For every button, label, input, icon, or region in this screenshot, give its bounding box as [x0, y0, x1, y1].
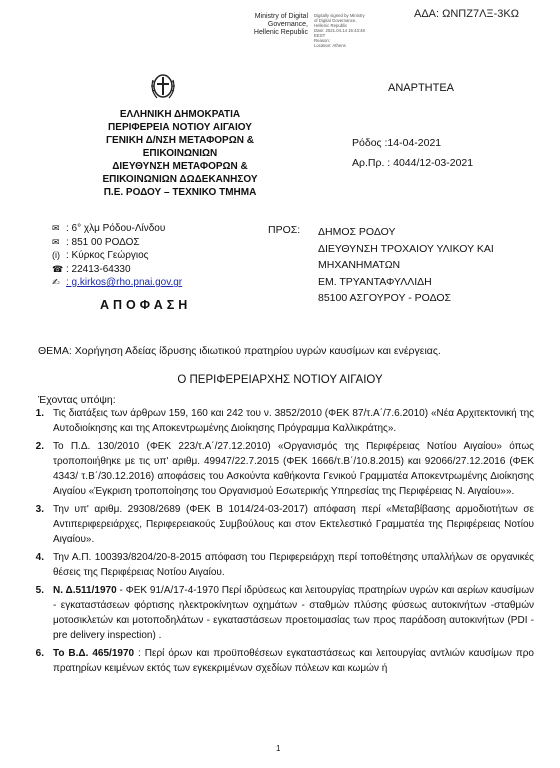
email-icon: ✍ [52, 277, 60, 287]
phone-icon: ☎ [52, 263, 64, 274]
contact-person: (i) : Κύρκος Γεώργιος [52, 250, 149, 261]
decision-title: ΑΠΟΦΑΣΗ [100, 298, 192, 312]
document-date: Ρόδος :14-04-2021 [352, 137, 442, 149]
digital-signature [226, 13, 404, 48]
ada-code: ΑΔΑ: ΩΝΠΖ7ΛΞ-3ΚΩ [414, 8, 519, 20]
list-item: 2. Το Π.Δ. 130/2010 (ΦΕΚ 223/τ.Α΄/27.12.2010) «Οργανισμός της Περιφέρειας Νοτίου Αιγαίου» όπως τροποποιήθηκε με τις υπ' αριθμ. 49947/22.7.2015 (ΦΕΚ 1666/τ.Β΄/10.8.2015) και 92066/27.12.2016 (ΦΕΚ 4343/ τ.Β΄/30.12.2016) αποφάσεις του Ασκούντα καθήκοντα Γενικού Γραμματέα Αποκεντρωμένης Διοίκησης Αιγαίου «Έγκριση τροποποίησης του Οργανισμού Εσωτερικής Υπηρεσίας της Περιφέρειας Ν. Αιγαίου»». [35, 441, 534, 497]
email-link[interactable]: : g.kirkos@rho.pnai.gov.gr [66, 277, 183, 288]
contact-address: ✉ : 6° χλμ Ρόδου-Λίνδου [52, 223, 166, 234]
recipient-label: ΠΡΟΣ: [268, 224, 301, 236]
contact-details [52, 222, 182, 290]
signature-org: Ministry of Digital Governance, Hellenic Republic [253, 13, 308, 36]
regional-governor-heading: Ο ΠΕΡΙΦΕΡΕΙΑΡΧΗΣ ΝΟΤΙΟΥ ΑΙΓΑΙΟΥ [177, 374, 383, 386]
list-item: 4. Την Α.Π. 100393/8204/20-8-2015 απόφαση του Περιφερειάρχη περί τοποθέτησης υπαλλήλων σε οργανικές θέσεις της Περιφέρειας Νοτίου Αιγαίου. [35, 552, 534, 578]
info-icon: (i) [52, 250, 60, 260]
considerations-intro: Έχοντας υπόψη: [38, 394, 116, 406]
page-number: 1 [276, 744, 281, 753]
mailbox-icon: ✉ [52, 236, 60, 247]
contact-phone: ☎ : 22413-64330 [52, 263, 131, 275]
list-item: 3. Την υπ' αριθμ. 29308/2689 (ΦΕΚ Β 1014/24-03-2017) απόφαση περί «Μεταβίβασης αρμοδιοτήτων σε Αντιπεριφερειάρχες, Περιφερειακούς Συμβούλους και στον Εκτελεστικό Γραμματέα της Περιφέρειας Νοτίου Αιγαίου». [35, 504, 534, 545]
contact-postcode: ✉ : 851 00 ΡΟΔΟΣ [52, 236, 140, 248]
subject-line: ΘΕΜΑ: Χορήγηση Αδείας ίδρυσης ιδιωτικού πρατηρίου υγρών καυσίμων και ενέργειας. [38, 345, 441, 357]
greek-emblem-icon [148, 68, 178, 102]
issuing-authority: ΕΛΛΗΝΙΚΗ ΔΗΜΟΚΡΑΤΙΑ ΠΕΡΙΦΕΡΕΙΑ ΝΟΤΙΟΥ ΑΙΓΑΙΟΥ ΓΕΝΙΚΗ Δ/ΝΣΗ ΜΕΤΑΦΟΡΩΝ & ΕΠΙΚΟΙΝΩΝΙΩΝ ΔΙΕΥΘΥΝΣΗ ΜΕΤΑΦΟΡΩΝ & ΕΠΙΚΟΙΝΩΝΙΩΝ ΔΩΔΕΚΑΝΗΣΟΥ Π.Ε. ΡΟΔΟΥ – ΤΕΧΝΙΚΟ ΤΜΗΜΑ [102, 109, 258, 198]
list-item: 6. Το Β.Δ. 465/1970 : Περί όρων και προϋποθέσεων εγκαταστάσεως και λειτουργίας αντλιών καυσίμων προ πρατηρίων κειμένων εκτός των εγκεκριμένων σχεδίων πόλεων και κωμών ή [35, 648, 534, 674]
list-item: 5. Ν. Δ.511/1970 - ΦΕΚ 91/Α/17-4-1970 Περί ιδρύσεως και λειτουργίας πρατηρίων υγρών και αερίων καυσίμων - εγκαταστάσεων φόρτισης ηλεκτροκίνητων οχημάτων - σταθμών πλύσης φύσεως αυτοκινήτων -σταθμών μοτοσικλετών και μοτοποδηλάτων - εγκαταστάσεων προετοιμασίας των προς παράδοση αυτοκινήτων (PDI - pre delivery inspection) . [35, 585, 535, 641]
envelope-icon: ✉ [52, 223, 60, 233]
signature-detail: Digitally signed by Ministry of Digital Governance, Hellenic Republic Date: 2021.04.14 15:43:48 EEST Reason: Location: Athens [314, 13, 365, 48]
contact-email[interactable] [52, 276, 182, 290]
recipient-block: ΔΗΜΟΣ ΡΟΔΟΥ ΔΙΕΥΘΥΝΣΗ ΤΡΟΧΑΙΟΥ ΥΛΙΚΟΥ ΚΑΙ ΜΗΧΑΝΗΜΑΤΩΝ ΕΜ. ΤΡΥΑΝΤΑΦΥΛΛΙΔΗ 85100 ΑΣΓΟΥΡΟΥ - ΡΟΔΟΣ [318, 226, 494, 304]
posting-label: ΑΝΑΡΤΗΤΕΑ [388, 82, 455, 94]
considerations-list [24, 406, 534, 679]
protocol-number: Αρ.Πρ. : 4044/12-03-2021 [352, 157, 474, 169]
list-item: 1. Τις διατάξεις των άρθρων 159, 160 και 242 του ν. 3852/2010 (ΦΕΚ 87/τ.Α΄/7.6.2010) «Νέα Αρχιτεκτονική της Αυτοδιοίκησης και της Αποκεντρωμένης Διοίκησης Πρόγραμμα Καλλικράτης». [35, 408, 534, 434]
